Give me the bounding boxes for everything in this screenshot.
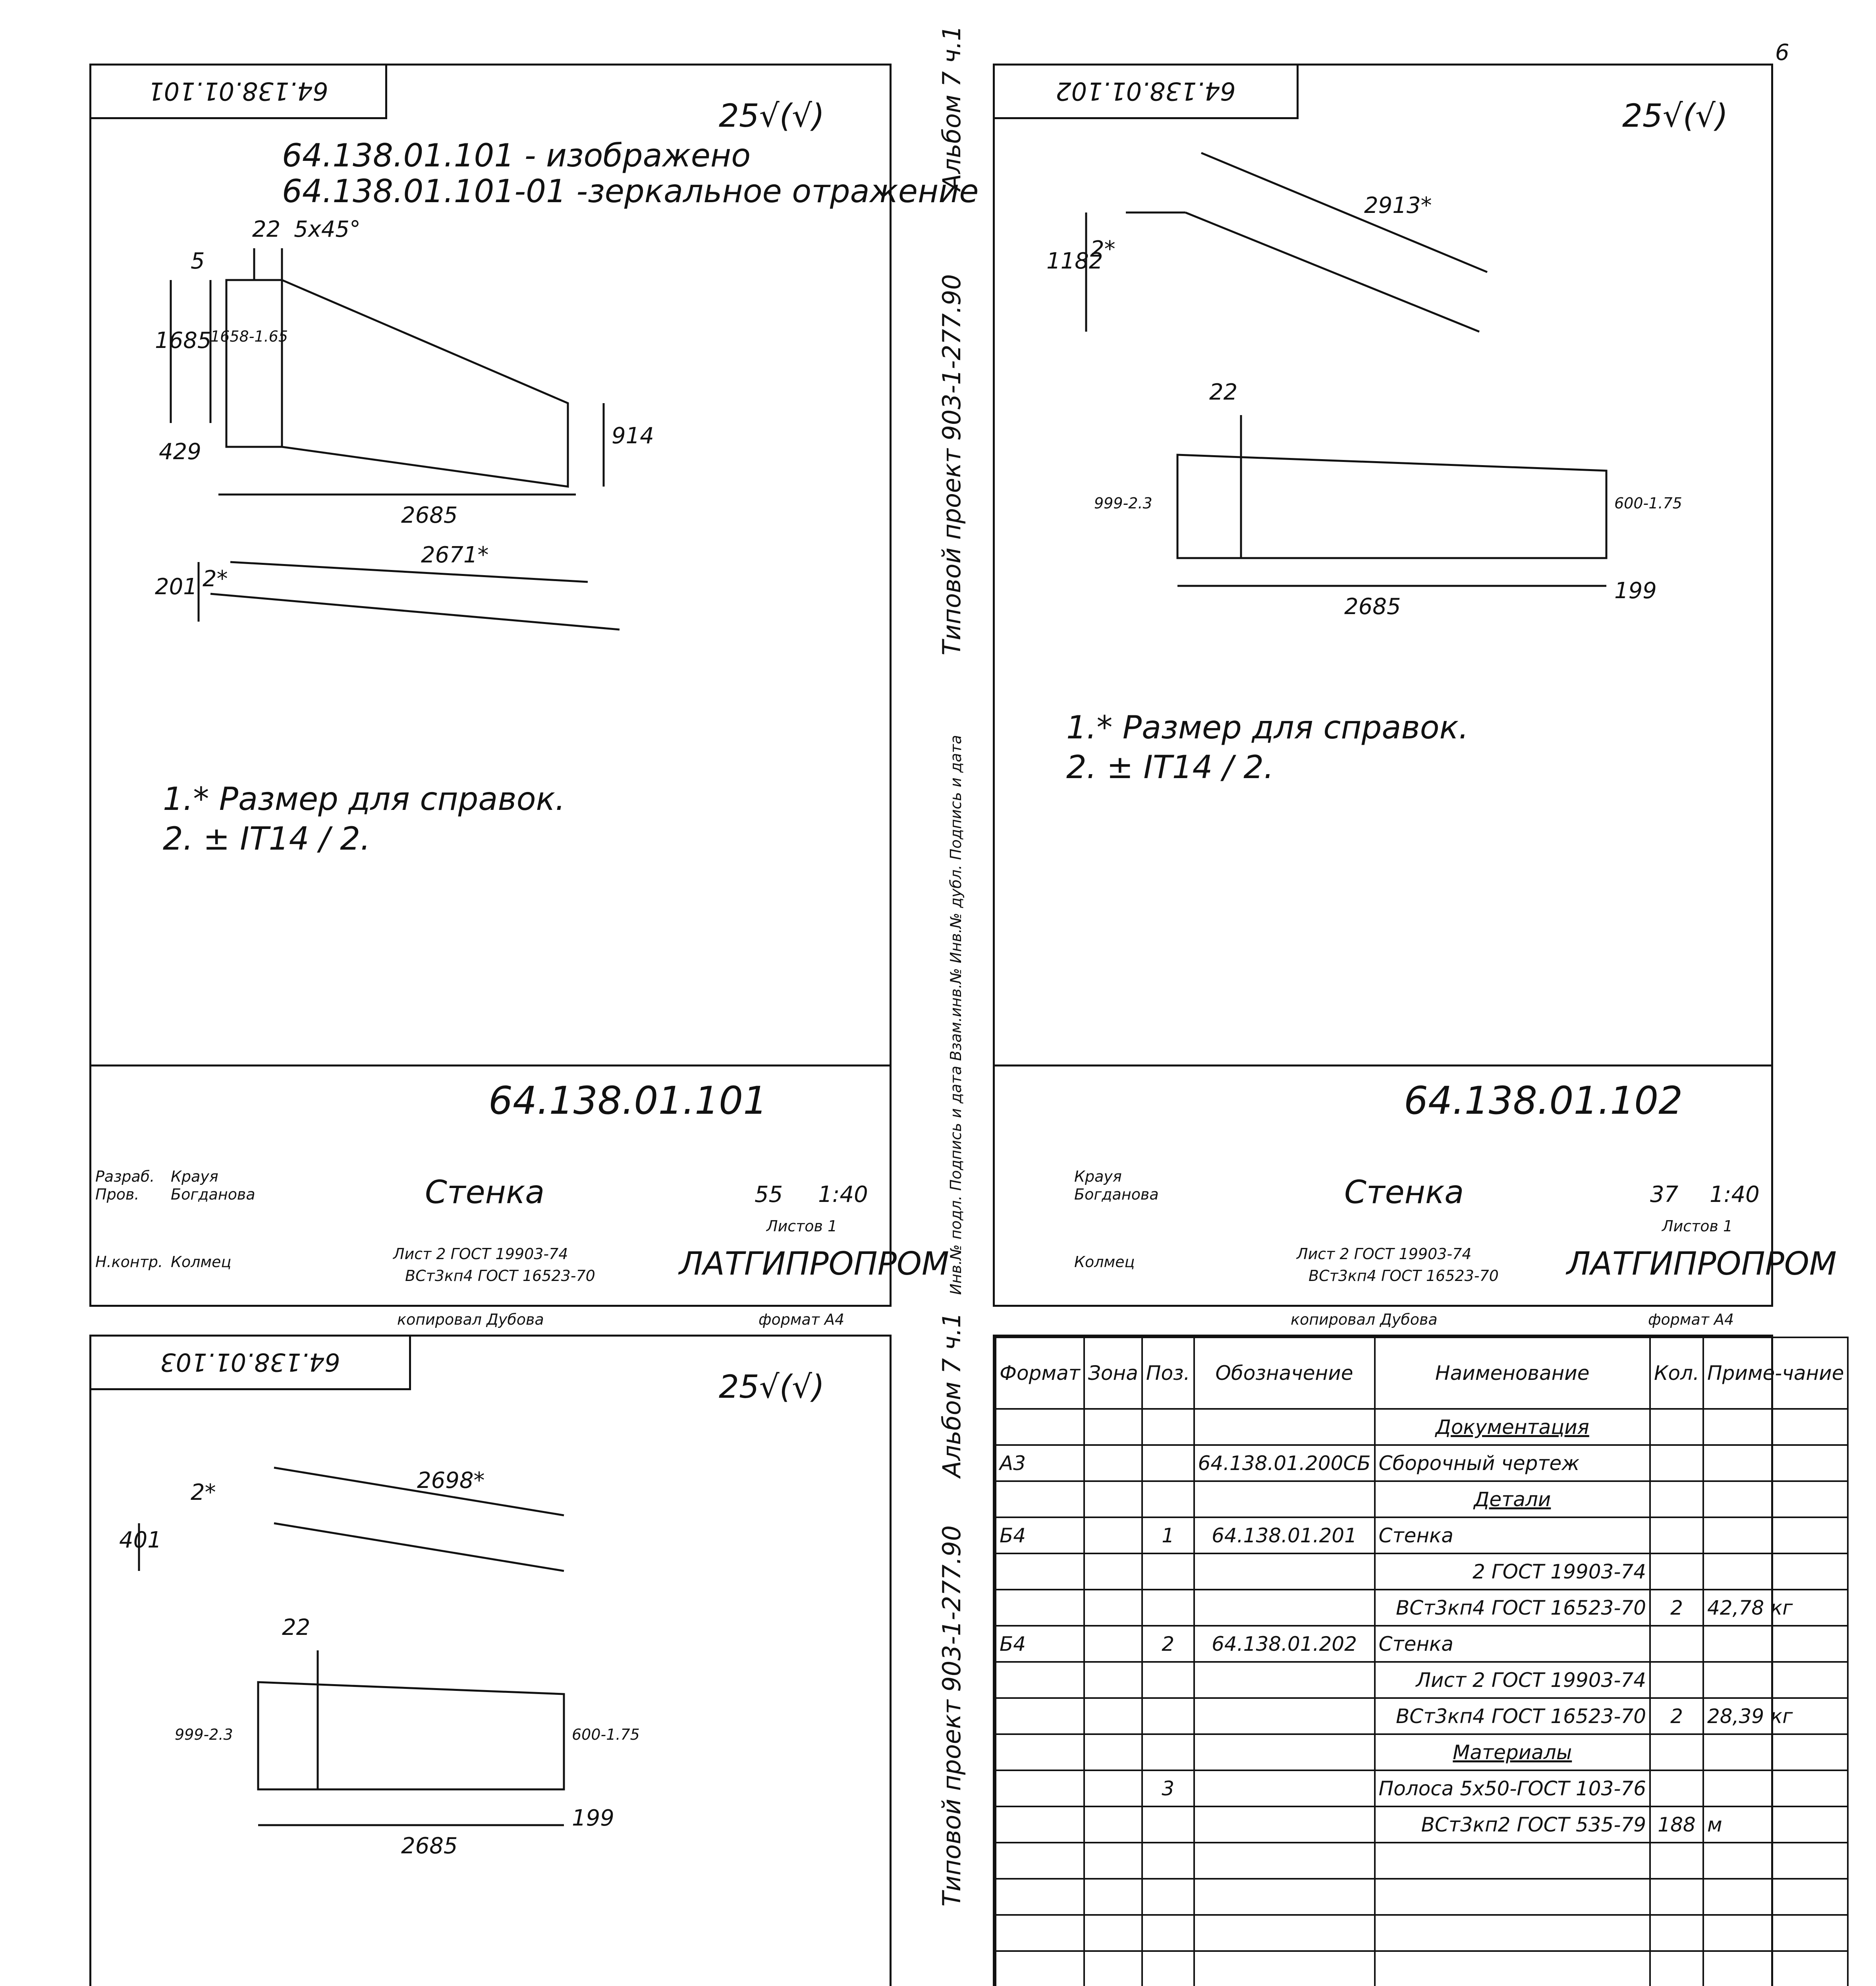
dim-999: 999-2.3 — [175, 1726, 233, 1743]
table-row — [996, 1879, 1848, 1915]
dim-2671: 2671* — [421, 542, 489, 568]
part-drawing-3 — [91, 1337, 894, 1986]
table-row — [996, 1843, 1848, 1879]
stamp-scale: 1:40 — [1710, 1182, 1760, 1207]
col-note: Приме-чание — [1703, 1337, 1848, 1409]
note-2: 2. ± IT14 / 2. — [1066, 749, 1274, 786]
stamp-code: 64.138.01.102 — [1404, 1078, 1683, 1123]
spec-header-row — [996, 1337, 1848, 1409]
dim-2685: 2685 — [1344, 594, 1401, 620]
project-label-2: Типовой проект 903-1-277.90 — [937, 274, 966, 655]
stamp-listov: Листов 1 — [1662, 1217, 1733, 1235]
dim-2: 2* — [1090, 236, 1116, 262]
page-number: 6 — [1775, 40, 1789, 66]
dim-1685: 1685 — [155, 328, 212, 354]
format-2: формат А4 — [1648, 1311, 1734, 1328]
material-2: ВСт3кп4 ГОСТ 16523-70 — [1309, 1267, 1499, 1285]
note-1: 1.* Размер для справок. — [1066, 709, 1469, 746]
dim-199: 199 — [1614, 578, 1657, 604]
variant-note-1: 64.138.01.101 - изображено — [282, 137, 751, 174]
dim-600: 600-1.75 — [572, 1726, 640, 1743]
spec-section-parts: Детали — [1375, 1481, 1650, 1517]
dim-2: 2* — [191, 1480, 216, 1505]
dim-5: 5 — [191, 248, 205, 274]
col-format: Формат — [996, 1337, 1084, 1409]
spec-section-materials: Материалы — [1375, 1734, 1650, 1770]
roughness-symbol: 25√(√) — [719, 97, 825, 134]
dim-999: 999-2.3 — [1094, 495, 1152, 512]
dim-914: 914 — [612, 423, 654, 449]
dim-401: 401 — [119, 1527, 162, 1553]
copied-by-1: копировал Дубова — [397, 1311, 544, 1328]
roughness-symbol: 25√(√) — [1622, 97, 1728, 134]
specification-table — [995, 1337, 1849, 1986]
stamp-mass: 55 — [755, 1182, 783, 1207]
prov-name: Богданова — [171, 1186, 255, 1203]
note-1: 1.* Размер для справок. — [163, 780, 566, 817]
nkontr-label: Н.контр. — [95, 1253, 163, 1271]
drawing-sheet-2 — [993, 64, 1837, 1307]
sheet-code-inverted: 64.138.01.102 — [993, 64, 1299, 119]
col-designation: Обозначение — [1194, 1337, 1375, 1409]
stamp-scale: 1:40 — [818, 1182, 868, 1207]
copied-by-2: копировал Дубова — [1291, 1311, 1438, 1328]
table-row — [996, 1409, 1848, 1445]
dim-600: 600-1.75 — [1614, 495, 1682, 512]
title-block-1 — [91, 1064, 949, 1305]
table-row: ВСт3кп4 ГОСТ 16523-70 2 42,78 кг — [996, 1590, 1848, 1626]
stamp-code: 64.138.01.101 — [488, 1078, 768, 1123]
material-2: ВСт3кп4 ГОСТ 16523-70 — [405, 1267, 595, 1285]
dim-429: 429 — [159, 439, 201, 465]
col-name: Наименование — [1375, 1337, 1650, 1409]
razrab-name: Крауя — [171, 1168, 218, 1185]
dim-201: 201 — [155, 574, 197, 600]
drawing-sheet-3 — [89, 1335, 892, 1986]
format-1: формат А4 — [759, 1311, 845, 1328]
material-1: Лист 2 ГОСТ 19903-74 — [393, 1245, 568, 1263]
table-row: ВСт3кп4 ГОСТ 16523-70 2 28,39 кг — [996, 1698, 1848, 1734]
razrab-label: Разраб. — [95, 1168, 155, 1185]
stamp-listov: Листов 1 — [766, 1217, 838, 1235]
table-row: 2 ГОСТ 19903-74 — [996, 1553, 1848, 1590]
stamp-name: Стенка — [1344, 1174, 1464, 1211]
prov-name: Богданова — [1074, 1186, 1159, 1203]
table-row: Лист 2 ГОСТ 19903-74 — [996, 1662, 1848, 1698]
razrab-name: Крауя — [1074, 1168, 1122, 1185]
dim-2913: 2913* — [1364, 193, 1432, 218]
prov-label: Пров. — [95, 1186, 139, 1203]
album-label-4: Альбом 7 ч.1 — [937, 1312, 966, 1478]
dim-2685: 2685 — [401, 502, 458, 528]
sheet-code-inverted: 64.138.01.101 — [89, 64, 387, 119]
dim-1658: 1658-1.65 — [210, 328, 288, 345]
table-row: 3 Полоса 5x50-ГОСТ 103-76 — [996, 1770, 1848, 1806]
table-row: ВСт3кп2 ГОСТ 535-79 188 м — [996, 1806, 1848, 1843]
table-row — [996, 1734, 1848, 1770]
dim-2: 2* — [203, 566, 228, 592]
dim-22: 22 — [252, 216, 281, 242]
dim-2685: 2685 — [401, 1833, 458, 1859]
org-name: ЛАТГИПРОПРОМ — [1567, 1245, 1837, 1282]
stamp-name: Стенка — [425, 1174, 545, 1211]
material-1: Лист 2 ГОСТ 19903-74 — [1297, 1245, 1472, 1263]
table-row: Б4 2 64.138.01.202 Стенка — [996, 1626, 1848, 1662]
col-pos: Поз. — [1142, 1337, 1194, 1409]
table-row — [996, 1951, 1848, 1986]
table-row: А3 64.138.01.200СБ Сборочный чертеж — [996, 1445, 1848, 1481]
stamp-mass: 37 — [1650, 1182, 1679, 1207]
dim-199: 199 — [572, 1805, 614, 1831]
table-row: Б4 1 64.138.01.201 Стенка — [996, 1517, 1848, 1553]
note-2: 2. ± IT14 / 2. — [163, 820, 371, 857]
dim-1182: 1182 — [1046, 248, 1103, 274]
nkontr-name: Колмец — [1074, 1253, 1135, 1271]
drawing-sheet-4 — [993, 1335, 1844, 1986]
nkontr-name: Колмец — [171, 1253, 232, 1271]
project-label-4: Типовой проект 903-1-277.90 — [937, 1525, 966, 1907]
table-row — [996, 1915, 1848, 1951]
sheet-code-inverted: 64.138.01.103 — [89, 1335, 411, 1390]
col-zone: Зона — [1084, 1337, 1142, 1409]
dim-2698: 2698* — [417, 1468, 485, 1493]
dim-22: 22 — [1209, 379, 1238, 405]
dim-22: 22 — [282, 1615, 311, 1640]
col-qty: Кол. — [1650, 1337, 1703, 1409]
dim-chamfer: 5x45° — [294, 216, 361, 242]
album-label-2: Альбом 7 ч.1 — [937, 25, 966, 191]
side-labels-2: Инв.№ подл. Подпись и дата Взам.инв.№ Инв.№ дубл. Подпись и дата — [947, 735, 965, 1295]
spec-section-docs: Документация — [1375, 1409, 1650, 1445]
title-block-2 — [995, 1064, 1837, 1305]
table-row — [996, 1481, 1848, 1517]
org-name: ЛАТГИПРОПРОМ — [679, 1245, 949, 1282]
variant-note-2: 64.138.01.101-01 -зеркальное отражение — [282, 173, 979, 210]
roughness-symbol: 25√(√) — [719, 1368, 825, 1405]
